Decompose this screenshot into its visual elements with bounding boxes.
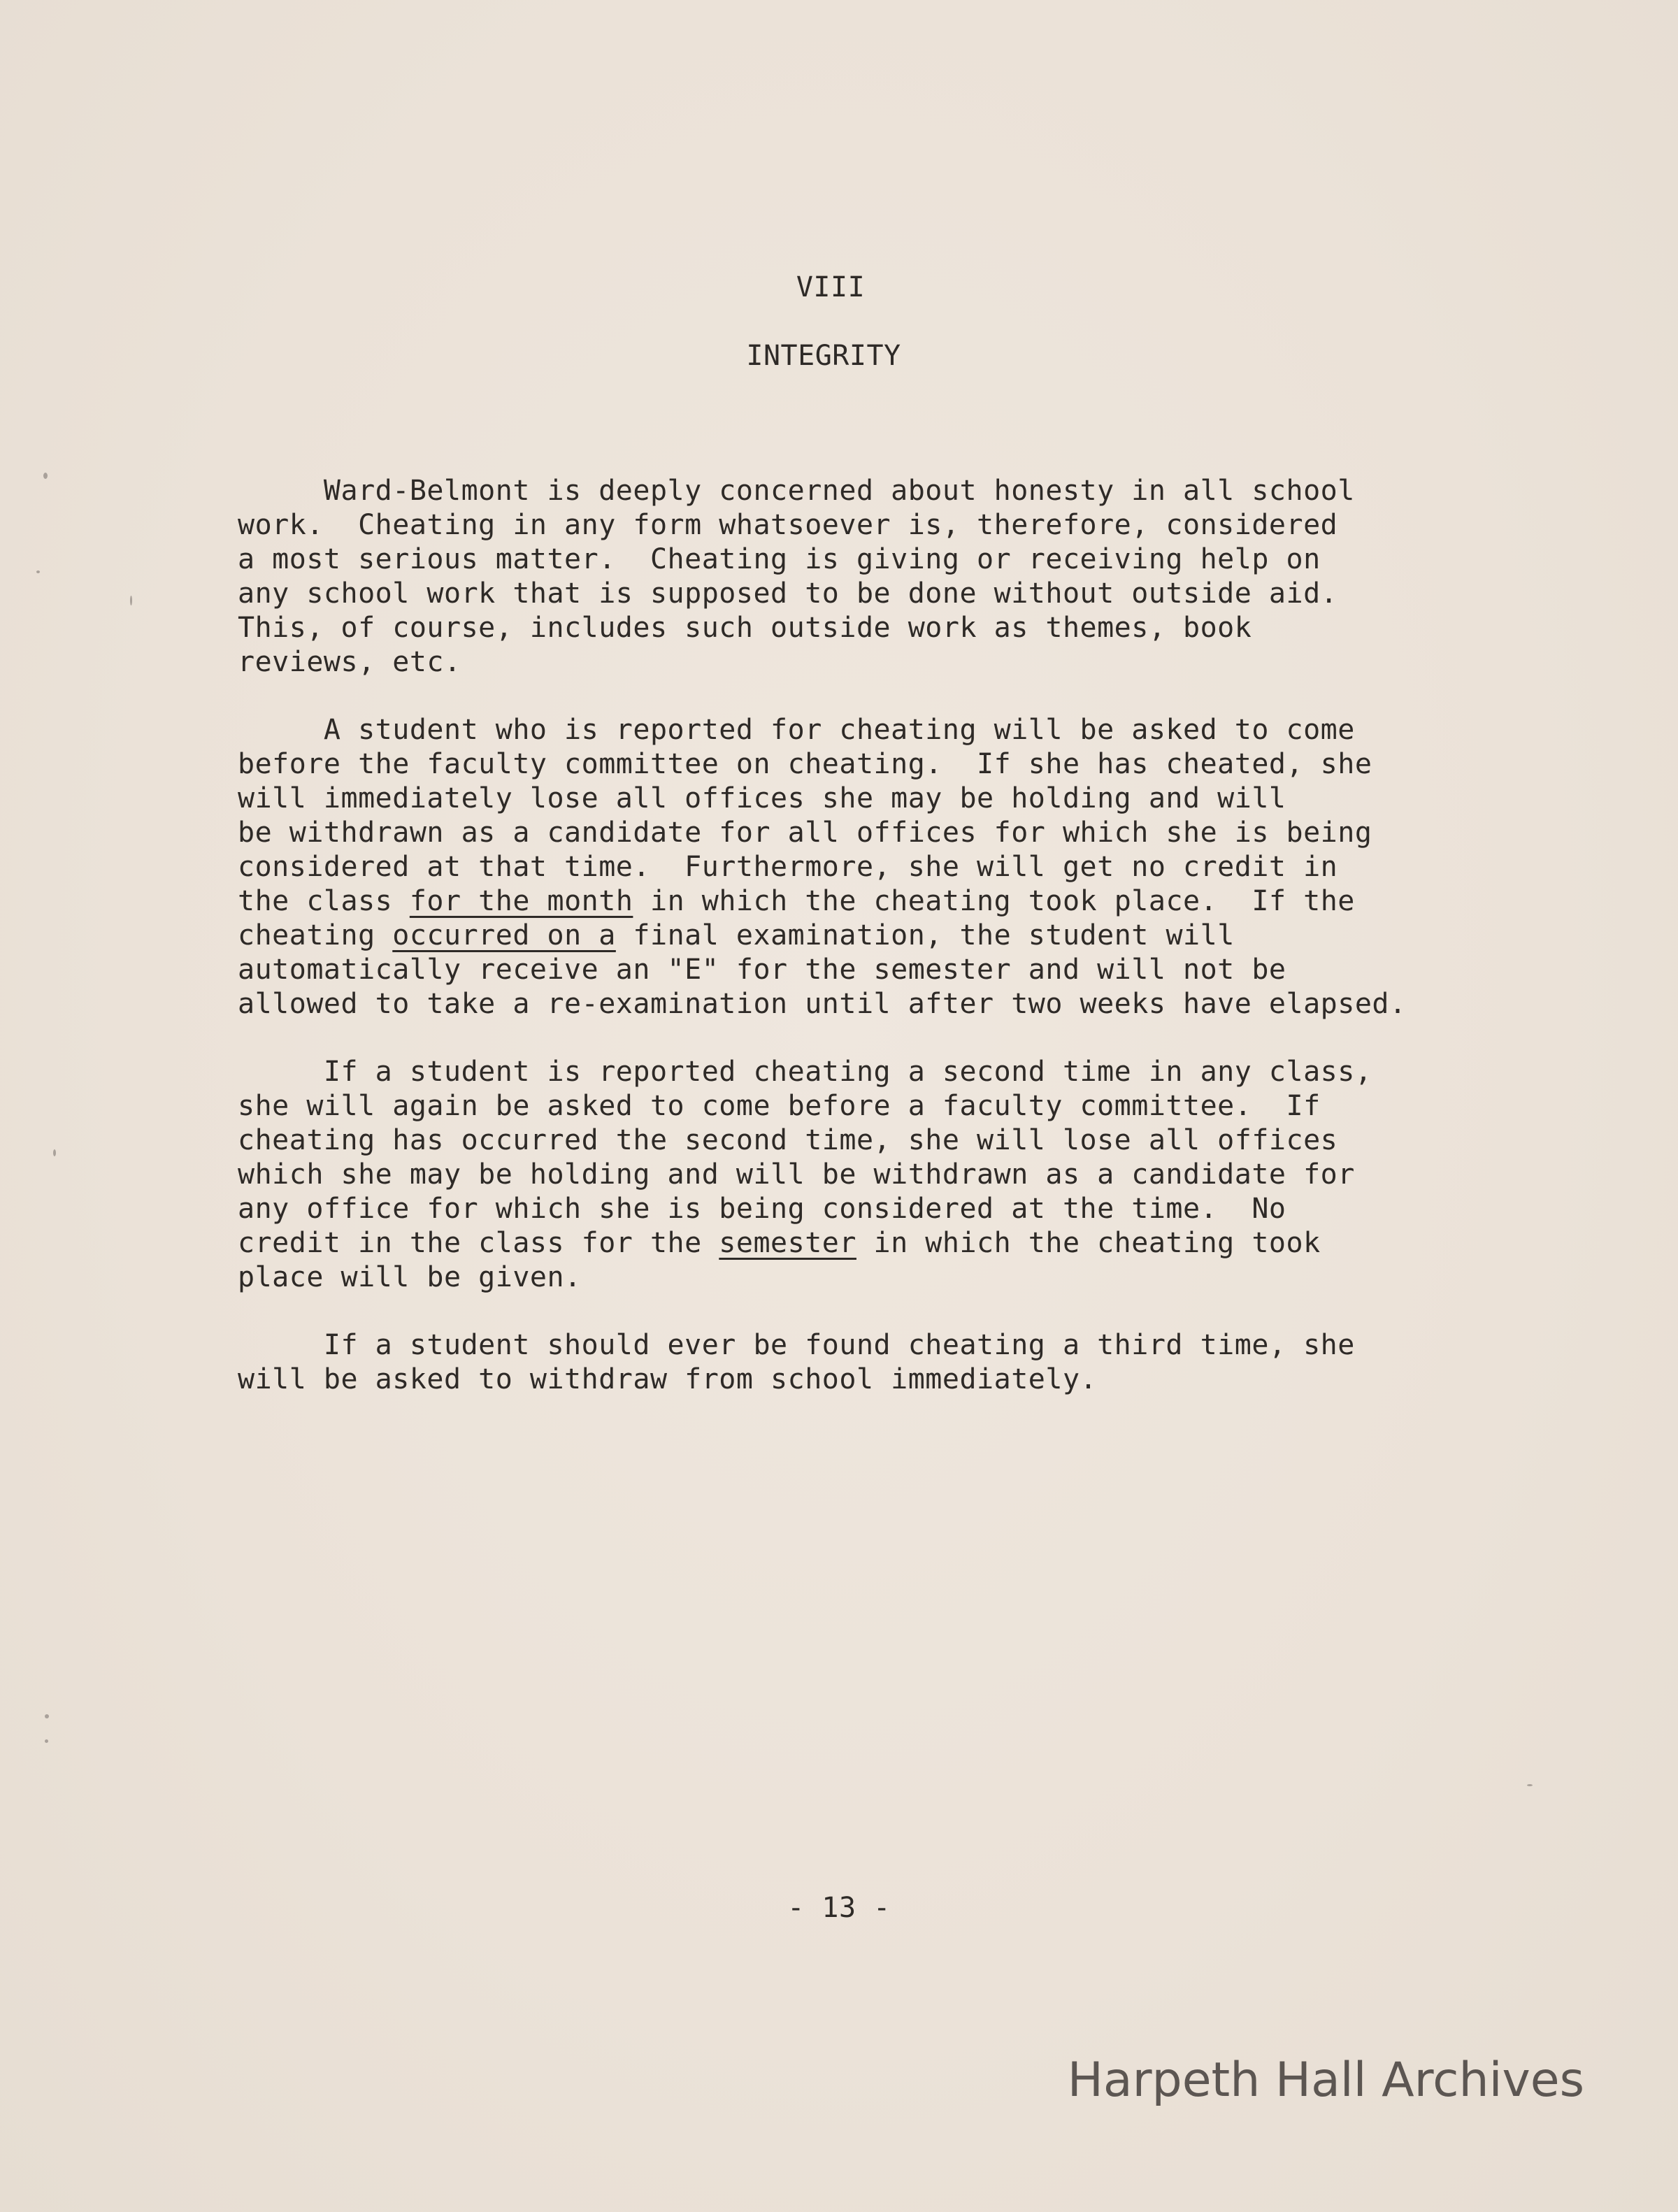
- text-line: will be asked to withdraw from school immediately.: [238, 1363, 1098, 1395]
- body-text: [238, 474, 1412, 1430]
- text-line: [238, 884, 1412, 919]
- page-number: - 13 -: [787, 1892, 891, 1924]
- text-line: which she may be holding and will be withdrawn as a candidate for: [238, 1158, 1355, 1191]
- paper-speck: [45, 1714, 49, 1718]
- paper-speck: [1527, 1784, 1533, 1786]
- text-line: allowed to take a re-examination until after two weeks have elapsed.: [238, 988, 1407, 1020]
- text-segment: cheating: [238, 919, 393, 951]
- text-line: cheating has occurred the second time, she will lose all offices: [238, 1124, 1338, 1156]
- text-line: This, of course, includes such outside work as themes, book: [238, 612, 1252, 644]
- paper-speck: [45, 1739, 48, 1743]
- text-line: [238, 1226, 1412, 1261]
- text-line: be withdrawn as a candidate for all offices for which she is being: [238, 817, 1372, 849]
- underlined-text: occurred on a: [392, 919, 616, 951]
- paragraph-3: [238, 1055, 1412, 1295]
- text-line: will immediately lose all offices she may be holding and will: [238, 782, 1286, 814]
- text-segment: in which the cheating took place. If the: [633, 885, 1355, 917]
- text-line: work. Cheating in any form whatsoever is, therefore, considered: [238, 509, 1338, 541]
- text-line: If a student should ever be found cheating a third time, she: [238, 1329, 1355, 1361]
- archive-watermark: Harpeth Hall Archives: [1067, 2053, 1584, 2108]
- text-line: [238, 919, 1412, 953]
- text-segment: final examination, the student will: [615, 919, 1235, 951]
- section-title: INTEGRITY: [746, 340, 901, 372]
- paper-speck: [53, 1149, 56, 1156]
- text-line: any school work that is supposed to be done without outside aid.: [238, 577, 1338, 610]
- paragraph-2: [238, 713, 1412, 1021]
- text-line: reviews, etc.: [238, 646, 461, 678]
- underlined-text: semester: [719, 1227, 856, 1259]
- text-line: she will again be asked to come before a faculty committee. If: [238, 1090, 1321, 1122]
- text-line: place will be given.: [238, 1261, 582, 1293]
- text-line: before the faculty committee on cheating. If she has cheated, she: [238, 748, 1372, 780]
- paragraph-4: [238, 1328, 1412, 1397]
- text-line: a most serious matter. Cheating is giving or receiving help on: [238, 543, 1321, 575]
- text-line: Ward-Belmont is deeply concerned about honesty in all school: [238, 475, 1355, 507]
- text-segment: credit in the class for the: [238, 1227, 719, 1259]
- text-line: If a student is reported cheating a second time in any class,: [238, 1056, 1372, 1088]
- text-line: A student who is reported for cheating will be asked to come: [238, 714, 1355, 746]
- text-line: considered at that time. Furthermore, she will get no credit in: [238, 851, 1338, 883]
- paper-speck: [43, 473, 48, 479]
- text-line: any office for which she is being considered at the time. No: [238, 1193, 1286, 1225]
- text-segment: the class: [238, 885, 410, 917]
- text-segment: in which the cheating took: [856, 1227, 1321, 1259]
- paper-speck: [36, 570, 40, 573]
- paragraph-1: [238, 474, 1412, 680]
- paper-speck: [130, 596, 132, 605]
- section-number: VIII: [796, 271, 866, 303]
- text-line: automatically receive an "E" for the semester and will not be: [238, 954, 1286, 986]
- underlined-text: for the month: [409, 885, 633, 917]
